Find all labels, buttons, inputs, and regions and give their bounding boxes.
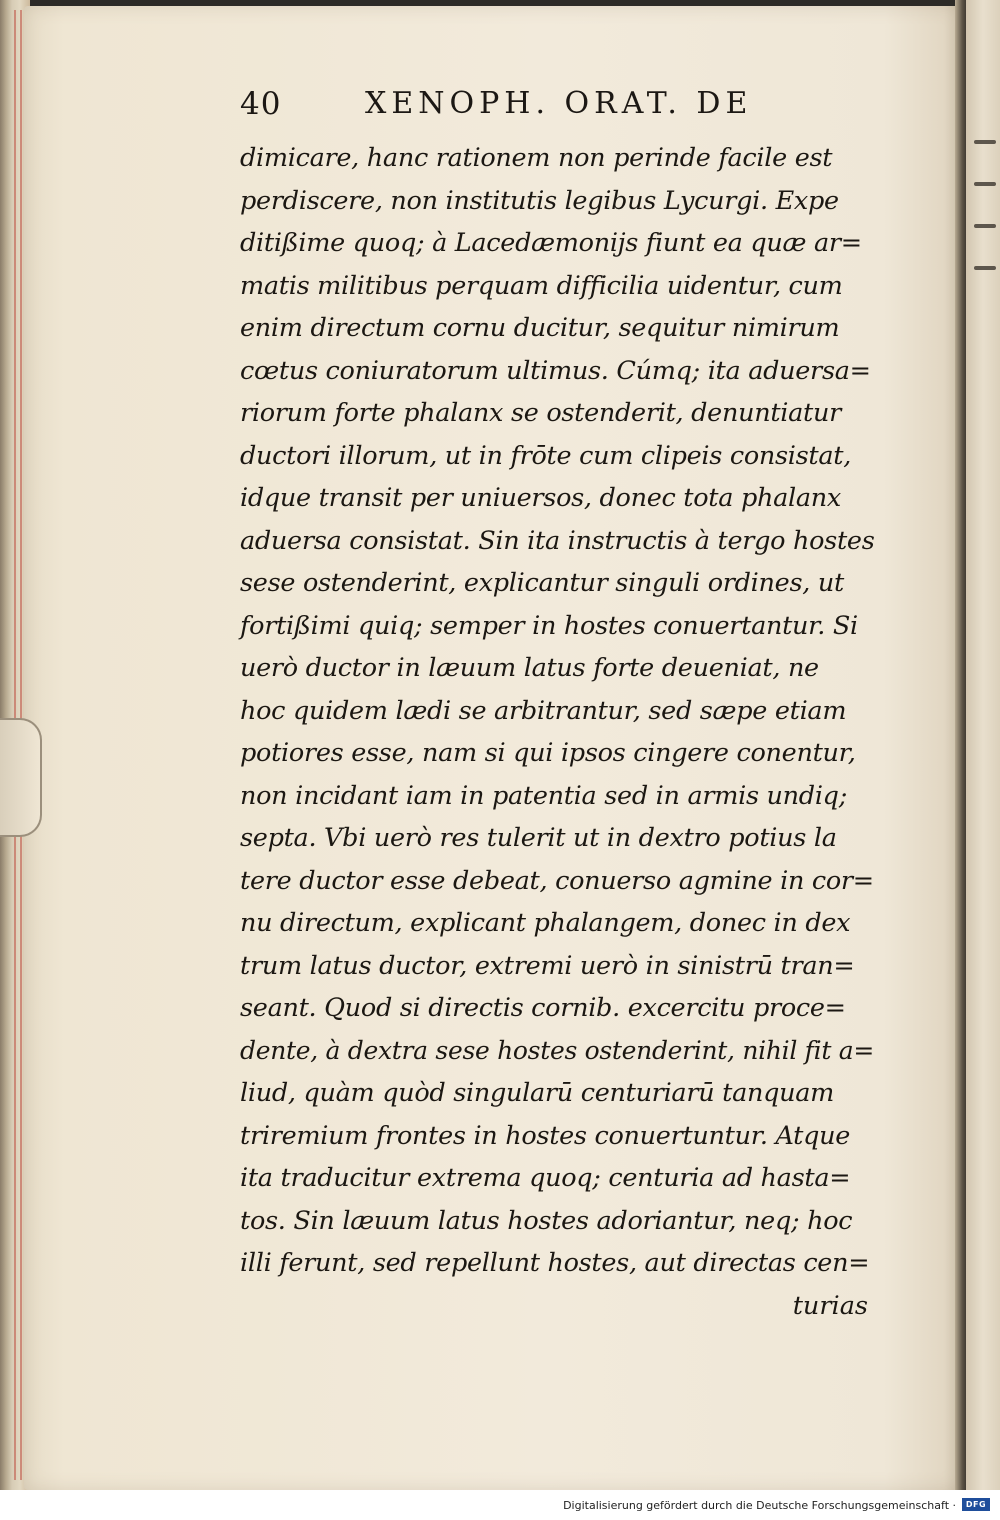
text-line: perdiscere, non institutis legibus Lycurgi. Expe (240, 185, 839, 216)
text-line: triremium frontes in hostes conuertuntur. Atque (240, 1120, 851, 1151)
facing-page-ink-mark (974, 224, 996, 228)
text-line: hoc quidem lædi se arbitrantur, sed sæpe etiam (240, 695, 847, 726)
catchword: turias (792, 1290, 868, 1321)
text-line: trum latus ductor, extremi uerò in sinistrū tran= (240, 950, 855, 981)
text-line: dimicare, hanc rationem non perinde facile est (240, 143, 833, 173)
running-title: XENOPH. ORAT. DE (365, 86, 753, 121)
footer-bar (0, 1490, 1000, 1520)
text-line: enim directum cornu ducitur, sequitur nimirum (240, 313, 840, 343)
text-line: nu directum, explicant phalangem, donec in dex (240, 908, 851, 938)
facing-page-ink-mark (974, 182, 996, 186)
text-line: septa. Vbi uerò res tulerit ut in dextro potius la (240, 823, 837, 853)
text-line: riorum forte phalanx se ostenderit, denuntiatur (240, 398, 841, 428)
text-line: ductori illorum, ut in frōte cum clipeis consistat, (240, 440, 852, 471)
text-line: aduersa consistat. Sin ita instructis à tergo hostes (240, 525, 875, 556)
text-block (240, 137, 880, 1327)
text-line: ita traducitur extrema quoq; centuria ad hasta= (240, 1163, 851, 1193)
page-number: 40 (240, 86, 282, 122)
text-line: illi ferunt, sed repellunt hostes, aut directas cen= (240, 1248, 870, 1278)
facing-page-edge (966, 0, 1000, 1490)
text-line: idque transit per uniuersos, donec tota phalanx (240, 483, 841, 513)
facing-page-ink-mark (974, 140, 996, 144)
text-line: fortißimi quiq; semper in hostes conuertantur. Si (240, 610, 858, 641)
text-line: cœtus coniuratorum ultimus. Cúmq; ita aduersa= (240, 355, 871, 386)
text-line: non incidant iam in patentia sed in armis undiq; (240, 780, 848, 811)
text-line: sese ostenderint, explicantur singuli ordines, ut (240, 568, 844, 598)
text-line: seant. Quod si directis cornib. excercitu proce= (240, 993, 846, 1023)
dfg-logo: DFG (962, 1498, 990, 1511)
funding-credit: Digitalisierung gefördert durch die Deutsche Forschungsgemeinschaft · (563, 1499, 956, 1512)
text-line: liud, quàm quòd singularū centuriarū tanquam (240, 1078, 835, 1108)
text-line: uerò ductor in læuum latus forte deueniat, ne (240, 653, 819, 683)
text-line: tere ductor esse debeat, conuerso agmine in cor= (240, 865, 874, 896)
facing-page-ink-mark (974, 266, 996, 270)
text-line: tos. Sin læuum latus hostes adoriantur, neq; hoc (240, 1205, 853, 1236)
text-line: matis militibus perquam difficilia uidentur, cum (240, 270, 843, 301)
text-line: dente, à dextra sese hostes ostenderint, nihil fit a= (240, 1035, 874, 1065)
page-tab (0, 718, 42, 837)
text-line: ditißime quoq; à Lacedæmonijs fiunt ea quæ ar= (240, 228, 862, 258)
page-header (240, 80, 800, 130)
text-line: potiores esse, nam si qui ipsos cingere conentur, (240, 738, 856, 768)
